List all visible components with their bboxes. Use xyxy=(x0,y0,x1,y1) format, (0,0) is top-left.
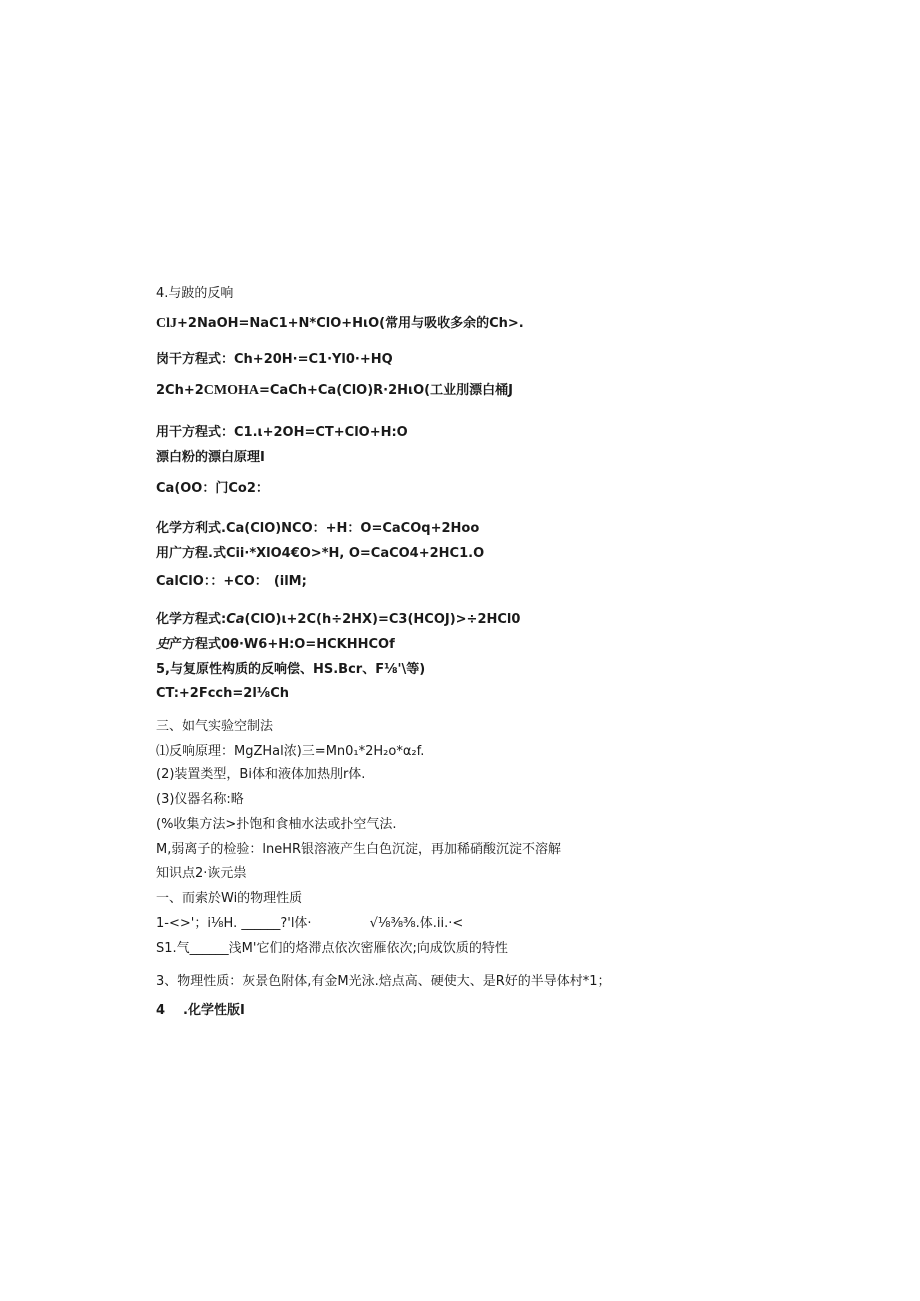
text: Ca xyxy=(226,612,245,627)
text: (ClO)ι+2C(h÷2HX)=C3(HCOJ)>÷2HCl0 xyxy=(244,612,521,627)
section-heading-chemical-properties xyxy=(156,1003,245,1019)
section-heading-lab-preparation xyxy=(156,719,273,735)
equation-line xyxy=(156,383,513,399)
section-heading-reaction-with-base xyxy=(156,286,233,302)
text-line xyxy=(156,817,396,833)
text: ⑴反响原理：MgZHal浓)三=Mn0₁*2H₂o*α₂f. xyxy=(156,744,425,759)
text: 史 xyxy=(156,637,170,652)
text: 5,与复原性构质的反响偿、HS.Bcr、F⅛'\等) xyxy=(156,662,426,677)
text: (ilM; xyxy=(273,574,307,589)
text: CT:+2Fcch=2l⅛Ch xyxy=(156,686,290,701)
text: 化学方利式.Ca(ClO)NCO：+H：O=CaCOq+2Hoo xyxy=(156,521,480,536)
text: 一、而索於Wi的物理性质 xyxy=(156,891,303,906)
equation-line xyxy=(156,546,484,562)
text: 4 xyxy=(156,1003,166,1018)
text: 3、物理性质：灰景色附体,有金M光泳.焙点高、硬使大、是R好的半导体村*1； xyxy=(156,974,611,989)
text: 化学方程式: xyxy=(156,612,227,627)
text: (%收集方法>扑饱和食柚水法或扑空气法. xyxy=(156,817,397,832)
section-heading-reducing-reaction xyxy=(156,662,425,678)
text: 岗干方程式：Ch+20H·=C1·Yl0·+HQ xyxy=(156,352,393,367)
text-line xyxy=(156,744,424,760)
formula-text: CMOHA xyxy=(203,383,259,398)
text: 4.与跛的反响 xyxy=(156,286,234,301)
text-line xyxy=(156,792,244,808)
text-line xyxy=(156,941,508,957)
text: CalClO：：+CO： xyxy=(156,574,268,589)
text: =CaCh+Ca(ClO)R·2HιO(工业刖漂白桶J xyxy=(259,383,513,398)
text: S1.气______浅M'它们的烙滞点依次密雁依次;向成饮质的特性 xyxy=(156,941,508,956)
text: 1-<>'；i⅛H. ______?'l体· xyxy=(156,916,312,931)
equation-line xyxy=(156,481,269,497)
equation-line xyxy=(156,637,395,653)
text: (3)仪器名称:略 xyxy=(156,792,244,807)
equation-line xyxy=(156,352,393,368)
equation-line xyxy=(156,574,307,590)
text-line xyxy=(156,916,463,932)
equation-line xyxy=(156,316,524,332)
text: 产方程式0θ·W6+H:O=HCKHHCOf xyxy=(169,637,395,652)
text-line xyxy=(156,767,365,783)
text: 2Ch+2 xyxy=(156,383,204,398)
equation-line xyxy=(156,425,408,441)
text: 用广方程.式Cii·*XlO4€O>*H, O=CaCO4+2HC1.O xyxy=(156,546,485,561)
heading-bleaching-principle xyxy=(156,450,265,466)
text: 知识点2·诙元祟 xyxy=(156,866,247,881)
text: .化学性版I xyxy=(183,1003,245,1018)
text: +2NaOH=NaC1+N*ClO+HιO(常用与吸收多余的Ch>. xyxy=(177,316,524,331)
text: (2)装置类型，Bi体和液体加热刖r体. xyxy=(156,767,366,782)
text: Ca(OO：门Co2： xyxy=(156,481,269,496)
text: 用干方程式：C1.ι+2OH=CT+ClO+H:O xyxy=(156,425,408,440)
text-line xyxy=(156,842,561,858)
equation-line xyxy=(156,686,289,702)
section-heading-knowledge-point-2 xyxy=(156,866,246,882)
text: M,弱离子的检验：lneHR银溶液产生白色沉淀，再加稀硝酸沉淀不溶解 xyxy=(156,842,562,857)
text: 三、如气实验空制法 xyxy=(156,719,274,734)
formula-text: ClJ xyxy=(156,316,177,331)
text: √⅛⅜⅜.体.ii.·< xyxy=(369,916,464,931)
text-line xyxy=(156,974,611,990)
section-heading-physical-properties xyxy=(156,891,302,907)
text: 漂白粉的漂白原理I xyxy=(156,450,265,465)
equation-line xyxy=(156,612,520,628)
equation-line xyxy=(156,521,479,537)
